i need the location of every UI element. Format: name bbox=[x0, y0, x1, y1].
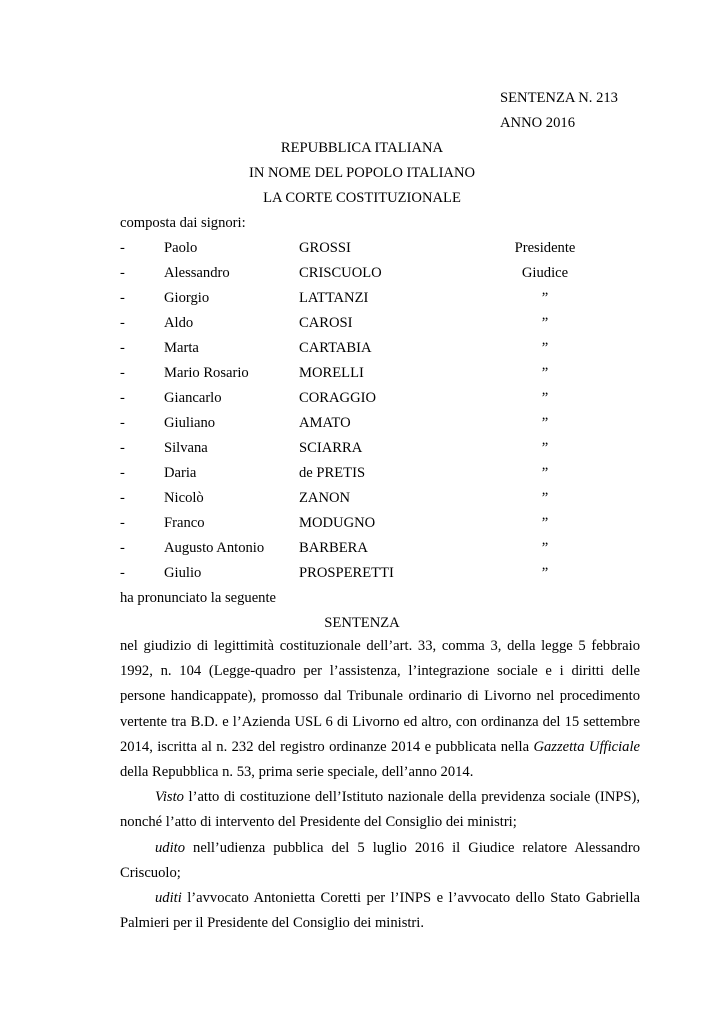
paragraph-giudizio bbox=[120, 634, 640, 785]
judge-first-name: Giorgio bbox=[164, 290, 210, 306]
visto-word: Visto bbox=[155, 789, 184, 806]
judge-dash: - bbox=[120, 490, 125, 506]
judge-role: ” bbox=[541, 490, 549, 506]
judge-role: ” bbox=[541, 440, 549, 456]
judge-first-name: Giuliano bbox=[164, 415, 216, 431]
judge-row bbox=[0, 464, 724, 482]
judge-dash: - bbox=[120, 565, 125, 581]
judge-role: ” bbox=[541, 540, 549, 556]
judge-row bbox=[0, 414, 724, 432]
judge-dash: - bbox=[120, 415, 125, 431]
judge-dash: - bbox=[120, 515, 125, 531]
judge-first-name: Giulio bbox=[164, 565, 202, 581]
visto-text: l’atto di costituzione dell’Istituto nazionale della previdenza sociale (INPS), nonché l’atto di intervento del Presidente del Consiglio dei ministri; bbox=[120, 789, 640, 831]
judge-row bbox=[0, 239, 724, 257]
paragraph-visto bbox=[120, 785, 640, 835]
judge-dash: - bbox=[120, 265, 125, 281]
judge-first-name: Silvana bbox=[164, 440, 208, 456]
judge-last-name: CORAGGIO bbox=[299, 390, 377, 406]
judge-role: ” bbox=[541, 315, 549, 331]
giudizio-text-end: della Repubblica n. 53, prima serie speciale, dell’anno 2014. bbox=[120, 764, 474, 781]
judge-first-name: Franco bbox=[164, 515, 205, 531]
uditi-word: uditi bbox=[155, 890, 182, 907]
udito-text: nell’udienza pubblica del 5 luglio 2016 il Giudice relatore Alessandro Criscuolo; bbox=[120, 839, 640, 881]
pronunciato-line: ha pronunciato la seguente bbox=[120, 590, 277, 606]
title-popolo: IN NOME DEL POPOLO ITALIANO bbox=[248, 165, 476, 181]
judge-role: ” bbox=[541, 515, 549, 531]
judge-role: Presidente bbox=[514, 240, 576, 256]
judge-row bbox=[0, 389, 724, 407]
title-repubblica: REPUBBLICA ITALIANA bbox=[280, 140, 444, 156]
judge-dash: - bbox=[120, 365, 125, 381]
judge-row bbox=[0, 439, 724, 457]
body-text bbox=[120, 634, 640, 936]
giudizio-text: nel giudizio di legittimità costituzionale dell’art. 33, comma 3, della legge 5 febbraio 1992, n. 104 (Legge-quadro per l’assistenza, l’integrazione sociale e i diritti delle persone handicappate), promosso dal Tribunale ordinario di Livorno nel procedimento vertente tra B.D. e l’Azienda USL 6 di Livorno ed altro, con ordinanza del 15 settembre 2014, iscritta al n. 232 del registro ordinanze 2014 e pubblicata nella bbox=[120, 638, 640, 755]
judge-dash: - bbox=[120, 390, 125, 406]
judge-dash: - bbox=[120, 315, 125, 331]
judge-role: ” bbox=[541, 365, 549, 381]
judge-row bbox=[0, 339, 724, 357]
title-corte: LA CORTE COSTITUZIONALE bbox=[263, 190, 461, 206]
judge-row bbox=[0, 364, 724, 382]
sentenza-number: SENTENZA N. 213 bbox=[500, 90, 618, 106]
judge-row bbox=[0, 314, 724, 332]
judge-role: ” bbox=[541, 465, 549, 481]
judge-last-name: CARTABIA bbox=[299, 340, 372, 356]
judge-last-name: GROSSI bbox=[299, 240, 351, 256]
judge-first-name: Daria bbox=[164, 465, 197, 481]
judge-dash: - bbox=[120, 540, 125, 556]
judge-dash: - bbox=[120, 340, 125, 356]
judge-row bbox=[0, 264, 724, 282]
judge-last-name: ZANON bbox=[299, 490, 351, 506]
judge-row bbox=[0, 539, 724, 557]
judge-first-name: Giancarlo bbox=[164, 390, 222, 406]
judge-first-name: Paolo bbox=[164, 240, 198, 256]
judge-last-name: CRISCUOLO bbox=[299, 265, 382, 281]
paragraph-udito bbox=[120, 836, 640, 886]
judge-role: ” bbox=[541, 415, 549, 431]
judge-last-name: MORELLI bbox=[299, 365, 364, 381]
judge-first-name: Marta bbox=[164, 340, 199, 356]
judge-row bbox=[0, 489, 724, 507]
gazzetta-ufficiale-text: Gazzetta Ufficiale bbox=[533, 738, 640, 755]
judge-last-name: AMATO bbox=[299, 415, 351, 431]
judge-last-name: BARBERA bbox=[299, 540, 368, 556]
judge-first-name: Aldo bbox=[164, 315, 194, 331]
judge-last-name: CAROSI bbox=[299, 315, 353, 331]
judge-role: Giudice bbox=[521, 265, 569, 281]
judge-last-name: de PRETIS bbox=[299, 465, 366, 481]
judge-role: ” bbox=[541, 290, 549, 306]
judge-dash: - bbox=[120, 465, 125, 481]
judge-role: ” bbox=[541, 340, 549, 356]
udito-word: udito bbox=[155, 839, 185, 856]
judge-row bbox=[0, 289, 724, 307]
judge-row bbox=[0, 564, 724, 582]
judge-dash: - bbox=[120, 290, 125, 306]
sentenza-year: ANNO 2016 bbox=[500, 115, 575, 131]
judge-first-name: Nicolò bbox=[164, 490, 204, 506]
paragraph-uditi bbox=[120, 886, 640, 936]
judge-last-name: LATTANZI bbox=[299, 290, 369, 306]
uditi-text: l’avvocato Antonietta Coretti per l’INPS e l’avvocato dello Stato Gabriella Palmieri per il Presidente del Consiglio dei ministri. bbox=[120, 890, 640, 932]
composta-label: composta dai signori: bbox=[120, 215, 246, 231]
judge-role: ” bbox=[541, 390, 549, 406]
judge-dash: - bbox=[120, 240, 125, 256]
judge-last-name: MODUGNO bbox=[299, 515, 376, 531]
judge-first-name: Augusto Antonio bbox=[164, 540, 265, 556]
judge-last-name: PROSPERETTI bbox=[299, 565, 394, 581]
judge-row bbox=[0, 514, 724, 532]
judge-first-name: Mario Rosario bbox=[164, 365, 249, 381]
judge-last-name: SCIARRA bbox=[299, 440, 363, 456]
judge-role: ” bbox=[541, 565, 549, 581]
sentenza-heading: SENTENZA bbox=[324, 615, 400, 631]
judge-dash: - bbox=[120, 440, 125, 456]
judge-first-name: Alessandro bbox=[164, 265, 230, 281]
